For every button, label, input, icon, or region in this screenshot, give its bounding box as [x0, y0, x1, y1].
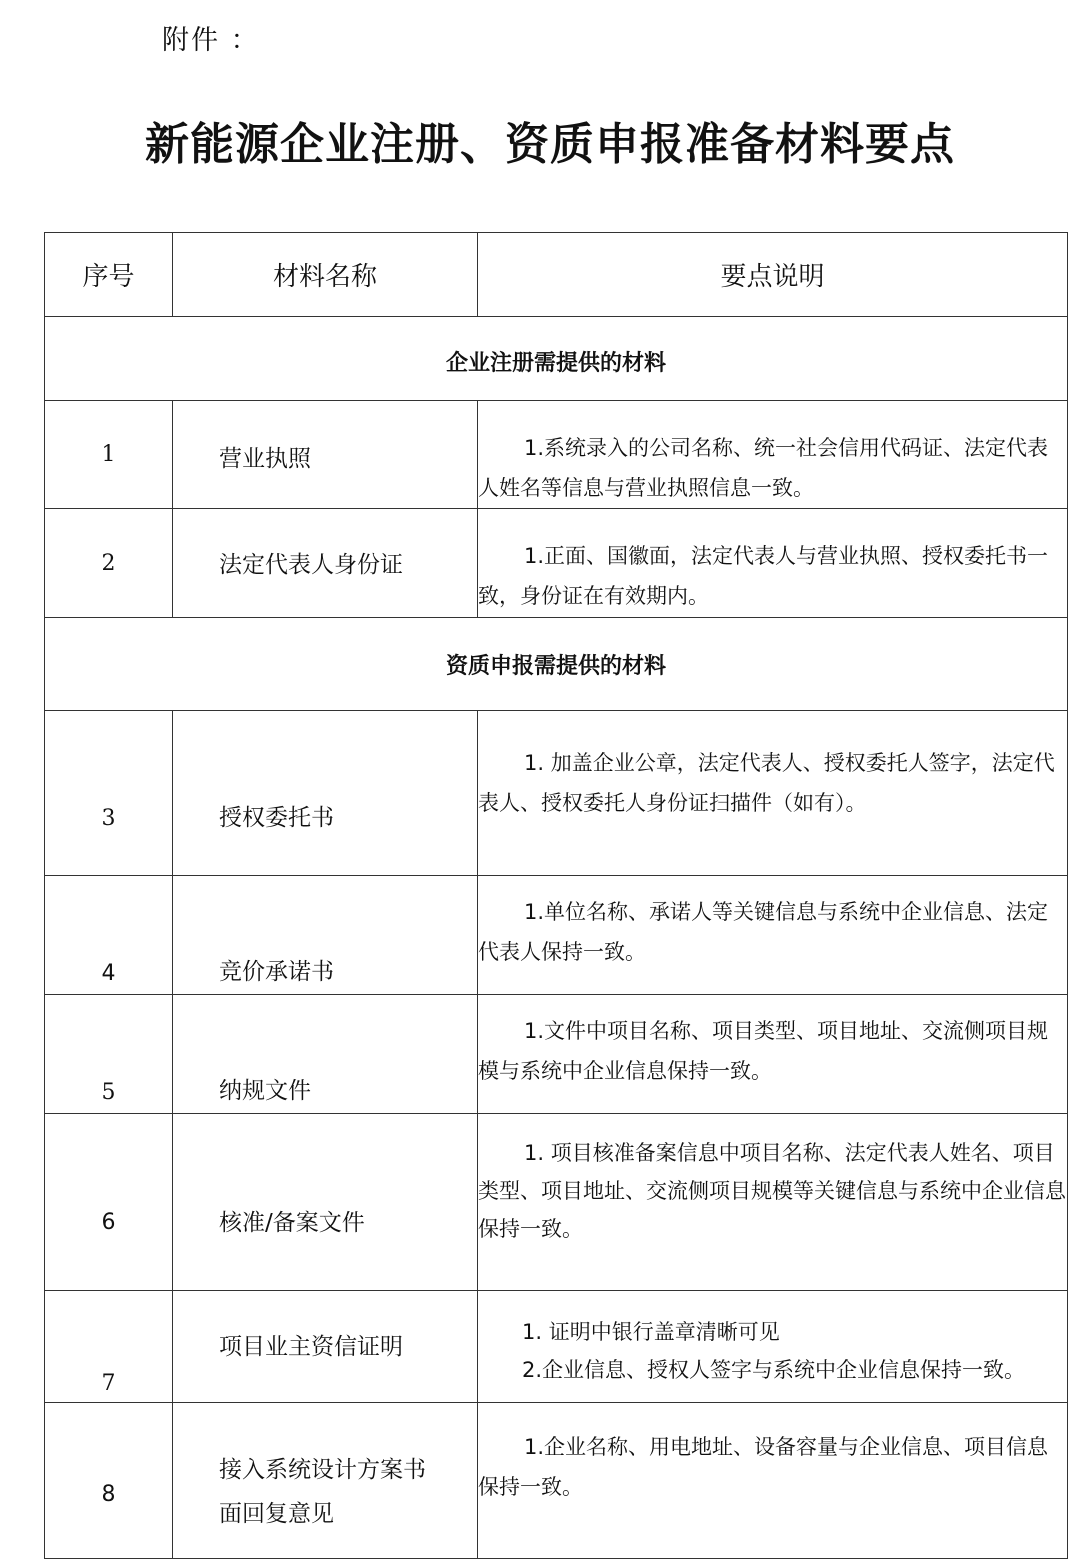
key-points [478, 1114, 1068, 1291]
row-number: 8 [45, 1403, 173, 1559]
row-number: 5 [45, 995, 173, 1114]
key-point: 1.系统录入的公司名称、统一社会信用代码证、法定代表人姓名等信息与营业执照信息一致。 [478, 436, 1049, 500]
materials-table [44, 232, 1068, 1559]
column-header-material-name: 材料名称 [173, 233, 478, 317]
material-name: 接入系统设计方案书面回复意见 [173, 1403, 478, 1559]
key-points [478, 995, 1068, 1114]
section-title: 企业注册需提供的材料 [45, 317, 1068, 401]
row-number: 1 [45, 401, 173, 509]
material-name: 项目业主资信证明 [173, 1291, 478, 1403]
key-points [478, 711, 1068, 876]
table-row [45, 711, 1068, 876]
row-number: 3 [45, 711, 173, 876]
table-row [45, 995, 1068, 1114]
key-points [478, 1403, 1068, 1559]
column-header-key-points: 要点说明 [478, 233, 1068, 317]
table-row [45, 509, 1068, 618]
key-point: 1.企业名称、用电地址、设备容量与企业信息、项目信息保持一致。 [478, 1435, 1049, 1499]
key-point: 1.单位名称、承诺人等关键信息与系统中企业信息、法定代表人保持一致。 [478, 900, 1049, 964]
table-row [45, 876, 1068, 995]
document-title: 新能源企业注册、资质申报准备材料要点 [145, 119, 955, 170]
section-row-qualification [45, 618, 1068, 711]
key-point: 1.正面、国徽面，法定代表人与营业执照、授权委托书一致，身份证在有效期内。 [478, 544, 1049, 608]
key-points [478, 1291, 1068, 1403]
section-title: 资质申报需提供的材料 [45, 618, 1068, 711]
table-row [45, 1403, 1068, 1559]
row-number: 4 [45, 876, 173, 995]
key-points [478, 509, 1068, 618]
key-point: 2.企业信息、授权人签字与系统中企业信息保持一致。 [522, 1358, 1026, 1382]
material-name: 营业执照 [173, 401, 478, 509]
table-row [45, 1291, 1068, 1403]
attachment-label: 附件 ： [162, 25, 260, 56]
material-name: 纳规文件 [173, 995, 478, 1114]
key-point: 1.文件中项目名称、项目类型、项目地址、交流侧项目规模与系统中企业信息保持一致。 [478, 1019, 1049, 1083]
key-point: 1. 项目核准备案信息中项目名称、法定代表人姓名、项目类型、项目地址、交流侧项目规模等关键信息与系统中企业信息保持一致。 [478, 1141, 1066, 1241]
row-number: 6 [45, 1114, 173, 1291]
material-name: 核准/备案文件 [173, 1114, 478, 1291]
table-header-row [45, 233, 1068, 317]
table-row [45, 401, 1068, 509]
material-name: 法定代表人身份证 [173, 509, 478, 618]
row-number: 2 [45, 509, 173, 618]
material-name: 授权委托书 [173, 711, 478, 876]
material-name: 竞价承诺书 [173, 876, 478, 995]
row-number: 7 [45, 1291, 173, 1403]
key-points [478, 876, 1068, 995]
key-point: 1. 加盖企业公章，法定代表人、授权委托人签字，法定代表人、授权委托人身份证扫描件（如有）。 [478, 751, 1055, 815]
key-points [478, 401, 1068, 509]
key-point: 1. 证明中银行盖章清晰可见 [522, 1320, 780, 1344]
section-row-registration [45, 317, 1068, 401]
table-row [45, 1114, 1068, 1291]
column-header-number: 序号 [45, 233, 173, 317]
